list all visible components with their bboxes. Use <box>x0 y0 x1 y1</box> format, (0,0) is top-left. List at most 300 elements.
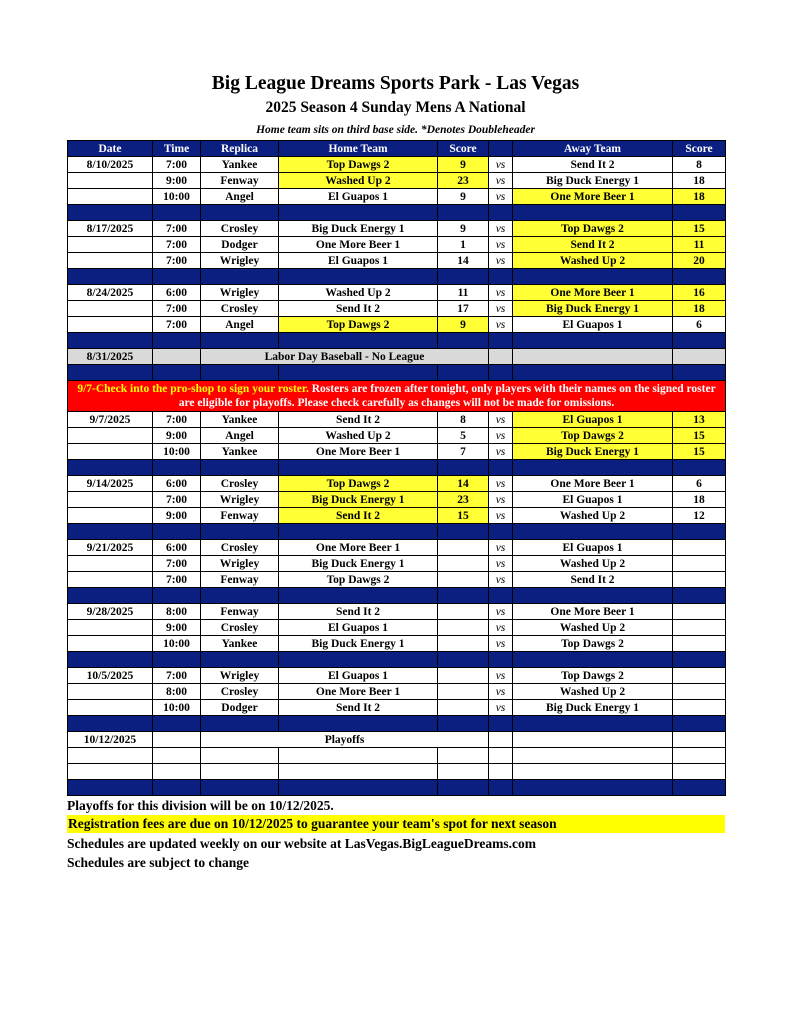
vs-cell: vs <box>489 492 513 508</box>
game-row <box>68 412 726 428</box>
date-cell <box>68 189 153 205</box>
roster-alert-banner <box>68 381 726 412</box>
week-separator <box>68 365 726 381</box>
date-cell: 9/28/2025 <box>68 604 153 620</box>
away-score-cell: 15 <box>673 428 726 444</box>
separator-cell <box>673 524 726 540</box>
replica-cell: Yankee <box>201 444 279 460</box>
replica-cell: Dodger <box>201 700 279 716</box>
home-score-cell: 8 <box>438 412 489 428</box>
vs-cell: vs <box>489 285 513 301</box>
date-cell <box>68 301 153 317</box>
separator-cell <box>438 205 489 221</box>
away-score-cell: 15 <box>673 221 726 237</box>
col-header-date: Date <box>68 141 153 157</box>
time-cell: 7:00 <box>153 556 201 572</box>
separator-cell <box>438 588 489 604</box>
week-separator <box>68 716 726 732</box>
away-score-cell: 18 <box>673 173 726 189</box>
separator-cell <box>68 365 153 381</box>
home-team-cell: Send It 2 <box>279 604 438 620</box>
week-separator <box>68 460 726 476</box>
time-cell: 7:00 <box>153 301 201 317</box>
separator-cell <box>489 780 513 796</box>
vs-cell: vs <box>489 700 513 716</box>
vs-cell: vs <box>489 668 513 684</box>
separator-cell <box>153 205 201 221</box>
home-score-cell: 7 <box>438 444 489 460</box>
game-row <box>68 253 726 269</box>
game-row <box>68 444 726 460</box>
separator-cell <box>201 780 279 796</box>
game-row <box>68 668 726 684</box>
away-score-cell: 6 <box>673 317 726 333</box>
time-cell: 7:00 <box>153 572 201 588</box>
separator-cell <box>513 460 673 476</box>
week-separator <box>68 524 726 540</box>
home-score-cell <box>438 764 489 780</box>
home-team-cell: Big Duck Energy 1 <box>279 492 438 508</box>
home-team-cell: El Guapos 1 <box>279 253 438 269</box>
home-team-cell: Washed Up 2 <box>279 285 438 301</box>
date-cell <box>68 620 153 636</box>
separator-cell <box>513 269 673 285</box>
blank-row <box>68 748 726 764</box>
replica-cell: Crosley <box>201 684 279 700</box>
home-score-cell <box>438 700 489 716</box>
game-row <box>68 317 726 333</box>
away-team-cell: Washed Up 2 <box>513 508 673 524</box>
game-row <box>68 237 726 253</box>
home-score-cell: 1 <box>438 237 489 253</box>
away-team-cell: One More Beer 1 <box>513 604 673 620</box>
time-cell: 10:00 <box>153 189 201 205</box>
vs-cell: vs <box>489 604 513 620</box>
date-cell: 8/24/2025 <box>68 285 153 301</box>
away-score-cell: 18 <box>673 492 726 508</box>
game-row <box>68 173 726 189</box>
roster-alert-row <box>68 381 726 412</box>
date-cell <box>68 636 153 652</box>
home-team-cell <box>279 764 438 780</box>
home-team-cell: Big Duck Energy 1 <box>279 556 438 572</box>
away-score-cell <box>673 748 726 764</box>
col-header-away-team: Away Team <box>513 141 673 157</box>
week-separator <box>68 588 726 604</box>
header-note: Home team sits on third base side. *Denotes Doubleheader <box>256 124 535 136</box>
away-score-cell <box>673 620 726 636</box>
date-cell: 9/14/2025 <box>68 476 153 492</box>
footer-website-note: Schedules are updated weekly on our website at LasVegas.BigLeagueDreams.com <box>67 836 537 851</box>
separator-cell <box>68 269 153 285</box>
replica-cell: Angel <box>201 428 279 444</box>
vs-cell: vs <box>489 620 513 636</box>
time-cell: 9:00 <box>153 428 201 444</box>
away-score-cell <box>673 636 726 652</box>
home-team-cell: El Guapos 1 <box>279 189 438 205</box>
separator-cell <box>489 588 513 604</box>
separator-cell <box>489 269 513 285</box>
date-cell: 8/10/2025 <box>68 157 153 173</box>
separator-cell <box>68 205 153 221</box>
replica-cell: Wrigley <box>201 253 279 269</box>
separator-cell <box>438 269 489 285</box>
home-score-cell <box>438 540 489 556</box>
separator-cell <box>153 524 201 540</box>
away-score-cell <box>673 604 726 620</box>
away-team-cell <box>513 349 673 365</box>
home-score-cell: 14 <box>438 253 489 269</box>
vs-cell: vs <box>489 173 513 189</box>
away-team-cell <box>513 764 673 780</box>
away-team-cell <box>513 748 673 764</box>
vs-cell: vs <box>489 221 513 237</box>
replica-cell: Crosley <box>201 301 279 317</box>
vs-cell: vs <box>489 301 513 317</box>
home-score-cell <box>438 620 489 636</box>
separator-cell <box>201 365 279 381</box>
vs-cell: vs <box>489 476 513 492</box>
home-score-cell: 11 <box>438 285 489 301</box>
separator-cell <box>489 365 513 381</box>
schedule-body <box>68 157 726 796</box>
replica-cell <box>201 764 279 780</box>
game-row <box>68 221 726 237</box>
away-score-cell <box>673 540 726 556</box>
away-team-cell: Big Duck Energy 1 <box>513 173 673 189</box>
week-separator <box>68 205 726 221</box>
away-score-cell <box>673 556 726 572</box>
away-team-cell: Top Dawgs 2 <box>513 428 673 444</box>
home-score-cell: 23 <box>438 173 489 189</box>
separator-cell <box>513 588 673 604</box>
date-cell <box>68 556 153 572</box>
separator-cell <box>513 365 673 381</box>
separator-cell <box>279 205 438 221</box>
replica-cell: Wrigley <box>201 492 279 508</box>
home-score-cell <box>438 636 489 652</box>
replica-cell: Yankee <box>201 157 279 173</box>
separator-cell <box>201 524 279 540</box>
date-cell <box>68 317 153 333</box>
date-cell <box>68 492 153 508</box>
time-cell: 10:00 <box>153 444 201 460</box>
time-cell: 7:00 <box>153 317 201 333</box>
game-row <box>68 556 726 572</box>
separator-cell <box>201 652 279 668</box>
away-score-cell <box>673 684 726 700</box>
game-row <box>68 540 726 556</box>
separator-cell <box>68 716 153 732</box>
separator-cell <box>279 524 438 540</box>
label-cell: Playoffs <box>201 732 489 748</box>
replica-cell: Crosley <box>201 620 279 636</box>
separator-cell <box>68 524 153 540</box>
separator-cell <box>673 333 726 349</box>
replica-cell: Crosley <box>201 221 279 237</box>
separator-cell <box>489 333 513 349</box>
home-team-cell: Send It 2 <box>279 301 438 317</box>
separator-cell <box>68 460 153 476</box>
home-team-cell: One More Beer 1 <box>279 444 438 460</box>
home-team-cell: Washed Up 2 <box>279 173 438 189</box>
time-cell: 10:00 <box>153 636 201 652</box>
vs-cell <box>489 732 513 748</box>
home-team-cell: One More Beer 1 <box>279 684 438 700</box>
separator-cell <box>489 652 513 668</box>
game-row <box>68 636 726 652</box>
separator-cell <box>513 652 673 668</box>
page-title: Big League Dreams Sports Park - Las Vegas <box>211 73 580 94</box>
time-cell: 10:00 <box>153 700 201 716</box>
col-header-away-score: Score <box>673 141 726 157</box>
week-separator <box>68 780 726 796</box>
separator-cell <box>438 780 489 796</box>
separator-cell <box>279 269 438 285</box>
date-cell <box>68 572 153 588</box>
time-cell: 7:00 <box>153 237 201 253</box>
time-cell: 9:00 <box>153 508 201 524</box>
replica-cell: Yankee <box>201 412 279 428</box>
away-score-cell <box>673 732 726 748</box>
playoffs-row <box>68 732 726 748</box>
separator-cell <box>673 716 726 732</box>
separator-cell <box>153 780 201 796</box>
home-score-cell: 9 <box>438 189 489 205</box>
separator-cell <box>68 652 153 668</box>
vs-cell: vs <box>489 540 513 556</box>
col-header-home-team: Home Team <box>279 141 438 157</box>
time-cell: 7:00 <box>153 221 201 237</box>
replica-cell: Fenway <box>201 173 279 189</box>
away-score-cell <box>673 700 726 716</box>
vs-cell <box>489 349 513 365</box>
away-score-cell: 16 <box>673 285 726 301</box>
separator-cell <box>438 652 489 668</box>
vs-cell: vs <box>489 317 513 333</box>
game-row <box>68 285 726 301</box>
home-team-cell: El Guapos 1 <box>279 668 438 684</box>
home-score-cell: 14 <box>438 476 489 492</box>
separator-cell <box>279 652 438 668</box>
home-score-cell: 5 <box>438 428 489 444</box>
separator-cell <box>489 205 513 221</box>
game-row <box>68 604 726 620</box>
away-team-cell: One More Beer 1 <box>513 285 673 301</box>
separator-cell <box>673 652 726 668</box>
separator-cell <box>513 524 673 540</box>
home-score-cell <box>438 684 489 700</box>
footer-registration-text: Registration fees are due on 10/12/2025 to guarantee your team's spot for next season <box>67 815 725 833</box>
date-cell <box>68 444 153 460</box>
vs-cell: vs <box>489 428 513 444</box>
separator-cell <box>279 780 438 796</box>
away-score-cell <box>673 668 726 684</box>
away-score-cell: 20 <box>673 253 726 269</box>
away-team-cell: Washed Up 2 <box>513 556 673 572</box>
away-team-cell: Washed Up 2 <box>513 620 673 636</box>
home-team-cell: Big Duck Energy 1 <box>279 221 438 237</box>
separator-cell <box>279 333 438 349</box>
separator-cell <box>279 588 438 604</box>
col-header-replica: Replica <box>201 141 279 157</box>
away-team-cell: El Guapos 1 <box>513 492 673 508</box>
game-row <box>68 684 726 700</box>
game-row <box>68 620 726 636</box>
separator-cell <box>201 716 279 732</box>
home-team-cell: El Guapos 1 <box>279 620 438 636</box>
separator-cell <box>438 460 489 476</box>
separator-cell <box>513 205 673 221</box>
label-cell: Labor Day Baseball - No League <box>201 349 489 365</box>
vs-cell <box>489 748 513 764</box>
replica-cell: Yankee <box>201 636 279 652</box>
home-score-cell: 9 <box>438 317 489 333</box>
vs-cell <box>489 764 513 780</box>
home-team-cell: Top Dawgs 2 <box>279 317 438 333</box>
date-cell <box>68 764 153 780</box>
time-cell <box>153 732 201 748</box>
separator-cell <box>153 333 201 349</box>
away-team-cell: Top Dawgs 2 <box>513 636 673 652</box>
week-separator <box>68 269 726 285</box>
schedule-table <box>67 140 726 796</box>
away-score-cell <box>673 572 726 588</box>
home-team-cell: Send It 2 <box>279 700 438 716</box>
separator-cell <box>673 588 726 604</box>
game-row <box>68 508 726 524</box>
date-cell <box>68 700 153 716</box>
separator-cell <box>673 269 726 285</box>
date-cell: 8/31/2025 <box>68 349 153 365</box>
replica-cell: Dodger <box>201 237 279 253</box>
col-header-time: Time <box>153 141 201 157</box>
separator-cell <box>68 588 153 604</box>
separator-cell <box>201 205 279 221</box>
away-score-cell: 8 <box>673 157 726 173</box>
date-cell: 9/7/2025 <box>68 412 153 428</box>
game-row <box>68 189 726 205</box>
separator-cell <box>673 365 726 381</box>
away-score-cell: 6 <box>673 476 726 492</box>
home-score-cell: 9 <box>438 157 489 173</box>
home-score-cell: 23 <box>438 492 489 508</box>
away-score-cell <box>673 764 726 780</box>
time-cell: 7:00 <box>153 157 201 173</box>
replica-cell: Crosley <box>201 540 279 556</box>
separator-cell <box>201 460 279 476</box>
away-score-cell: 12 <box>673 508 726 524</box>
date-cell <box>68 748 153 764</box>
page-subtitle: 2025 Season 4 Sunday Mens A National <box>265 99 526 116</box>
game-row <box>68 157 726 173</box>
separator-cell <box>153 269 201 285</box>
away-team-cell: One More Beer 1 <box>513 189 673 205</box>
time-cell: 7:00 <box>153 253 201 269</box>
away-score-cell: 18 <box>673 301 726 317</box>
home-score-cell <box>438 556 489 572</box>
home-score-cell <box>438 668 489 684</box>
separator-cell <box>201 588 279 604</box>
replica-cell: Wrigley <box>201 556 279 572</box>
roster-alert-text: Rosters are frozen after tonight, only players with their names on the signed roster are eligible for playoffs. Please check carefully as changes will not be made for omissions. <box>178 383 716 409</box>
separator-cell <box>673 780 726 796</box>
replica-cell: Fenway <box>201 572 279 588</box>
date-cell <box>68 253 153 269</box>
replica-cell: Wrigley <box>201 668 279 684</box>
away-team-cell <box>513 732 673 748</box>
home-team-cell: One More Beer 1 <box>279 540 438 556</box>
replica-cell <box>201 748 279 764</box>
home-score-cell <box>438 572 489 588</box>
vs-cell: vs <box>489 556 513 572</box>
date-cell: 10/12/2025 <box>68 732 153 748</box>
time-cell: 6:00 <box>153 540 201 556</box>
time-cell <box>153 764 201 780</box>
home-team-cell: Send It 2 <box>279 412 438 428</box>
home-team-cell: Washed Up 2 <box>279 428 438 444</box>
separator-cell <box>68 780 153 796</box>
date-cell: 8/17/2025 <box>68 221 153 237</box>
separator-cell <box>153 716 201 732</box>
separator-cell <box>438 365 489 381</box>
date-cell <box>68 508 153 524</box>
holiday-row <box>68 349 726 365</box>
away-team-cell: One More Beer 1 <box>513 476 673 492</box>
away-score-cell <box>673 349 726 365</box>
away-score-cell: 11 <box>673 237 726 253</box>
away-score-cell: 15 <box>673 444 726 460</box>
header-row <box>68 141 726 157</box>
separator-cell <box>438 716 489 732</box>
home-team-cell: One More Beer 1 <box>279 237 438 253</box>
separator-cell <box>279 716 438 732</box>
date-cell <box>68 684 153 700</box>
away-team-cell: Big Duck Energy 1 <box>513 444 673 460</box>
game-row <box>68 492 726 508</box>
separator-cell <box>489 716 513 732</box>
away-team-cell: Send It 2 <box>513 157 673 173</box>
footer-playoffs-note: Playoffs for this division will be on 10/12/2025. <box>67 798 334 813</box>
home-team-cell: Send It 2 <box>279 508 438 524</box>
home-score-cell <box>438 604 489 620</box>
date-cell <box>68 173 153 189</box>
roster-alert-lead: 9/7-Check into the pro-shop to sign your roster. <box>77 383 309 395</box>
home-team-cell: Top Dawgs 2 <box>279 476 438 492</box>
separator-cell <box>489 524 513 540</box>
separator-cell <box>153 460 201 476</box>
away-team-cell: El Guapos 1 <box>513 412 673 428</box>
home-team-cell: Top Dawgs 2 <box>279 572 438 588</box>
time-cell: 6:00 <box>153 476 201 492</box>
replica-cell: Fenway <box>201 508 279 524</box>
vs-cell: vs <box>489 253 513 269</box>
separator-cell <box>153 365 201 381</box>
game-row <box>68 572 726 588</box>
replica-cell: Crosley <box>201 476 279 492</box>
week-separator <box>68 652 726 668</box>
vs-cell: vs <box>489 636 513 652</box>
footer-change-note: Schedules are subject to change <box>67 855 249 870</box>
date-cell: 10/5/2025 <box>68 668 153 684</box>
separator-cell <box>673 205 726 221</box>
separator-cell <box>201 269 279 285</box>
time-cell: 8:00 <box>153 604 201 620</box>
time-cell: 8:00 <box>153 684 201 700</box>
away-score-cell: 18 <box>673 189 726 205</box>
week-separator <box>68 333 726 349</box>
away-team-cell: Top Dawgs 2 <box>513 668 673 684</box>
